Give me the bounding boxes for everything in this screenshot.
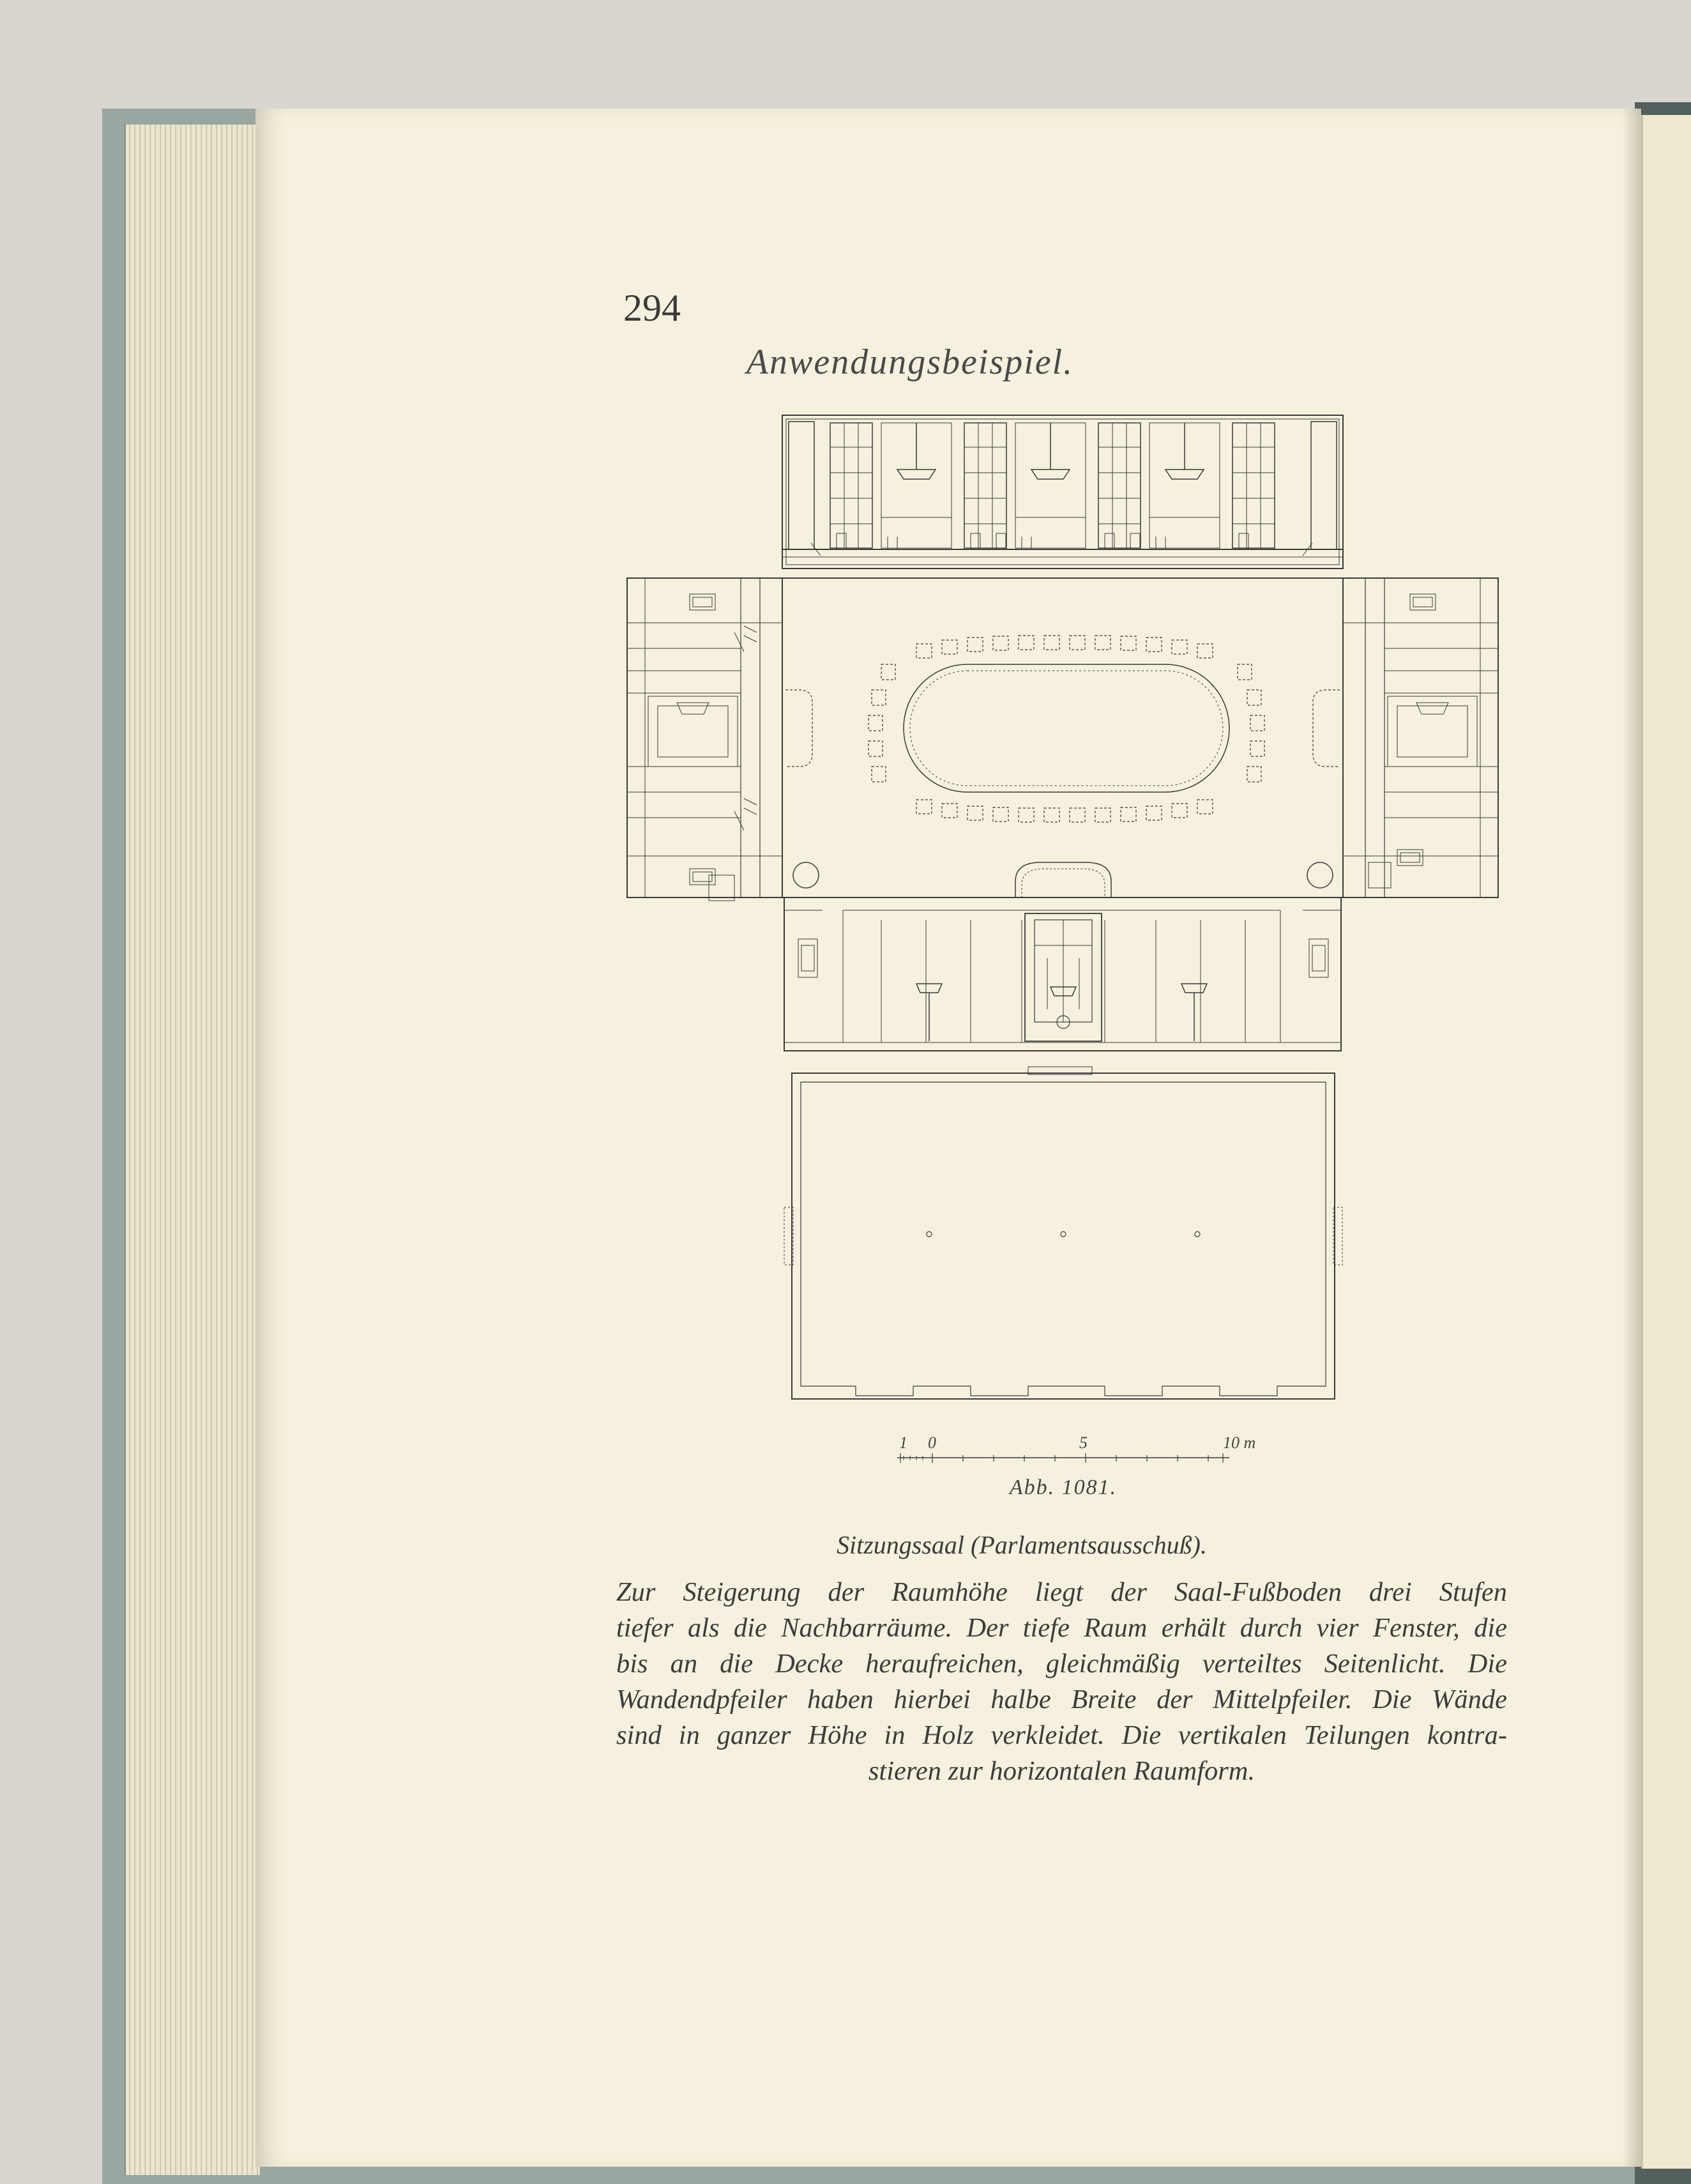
caption-line: sind in ganzer Höhe in Holz verkleidet. Die vertikalen Teilungen kontra-	[616, 1720, 1507, 1750]
caption-title: Sitzungssaal (Parlamentsausschuß).	[837, 1531, 1207, 1559]
top-wall-elevation	[782, 415, 1343, 569]
scale-label-1: 1	[899, 1433, 907, 1452]
binding-shadow	[1622, 109, 1641, 2167]
page-edges	[125, 125, 260, 2175]
figure-label: Abb. 1081.	[1009, 1476, 1118, 1499]
left-wall-elevation	[627, 578, 782, 901]
caption-line: tiefer als die Nachbarräume. Der tiefe Raum erhält durch vier Fenster, die	[616, 1613, 1507, 1643]
right-wall-elevation	[1343, 578, 1498, 897]
bottom-wall-elevation	[784, 897, 1341, 1051]
caption-line: bis an die Decke heraufreichen, gleichmäßig verteiltes Seitenlicht. Die	[616, 1649, 1507, 1679]
architectural-plan-drawing	[613, 409, 1520, 1495]
ceiling-plan	[784, 1067, 1342, 1399]
page-number: 294	[623, 287, 681, 329]
caption-line: Wandendpfeiler haben hierbei halbe Breite der Mittelpfeiler. Die Wände	[616, 1684, 1507, 1714]
next-page-edge	[1641, 115, 1691, 2169]
caption-line: stieren zur horizontalen Raumform.	[868, 1756, 1255, 1786]
scale-bar	[897, 1453, 1229, 1463]
scale-label-5: 5	[1079, 1433, 1088, 1452]
hall-plan	[782, 578, 1343, 897]
caption-line: Zur Steigerung der Raumhöhe liegt der Saal-Fußboden drei Stufen	[616, 1577, 1507, 1607]
running-head: Anwendungsbeispiel.	[746, 342, 1074, 382]
scale-label-0: 0	[928, 1433, 936, 1452]
scale-label-10m: 10 m	[1223, 1433, 1256, 1452]
caption-body	[616, 1575, 1507, 1789]
